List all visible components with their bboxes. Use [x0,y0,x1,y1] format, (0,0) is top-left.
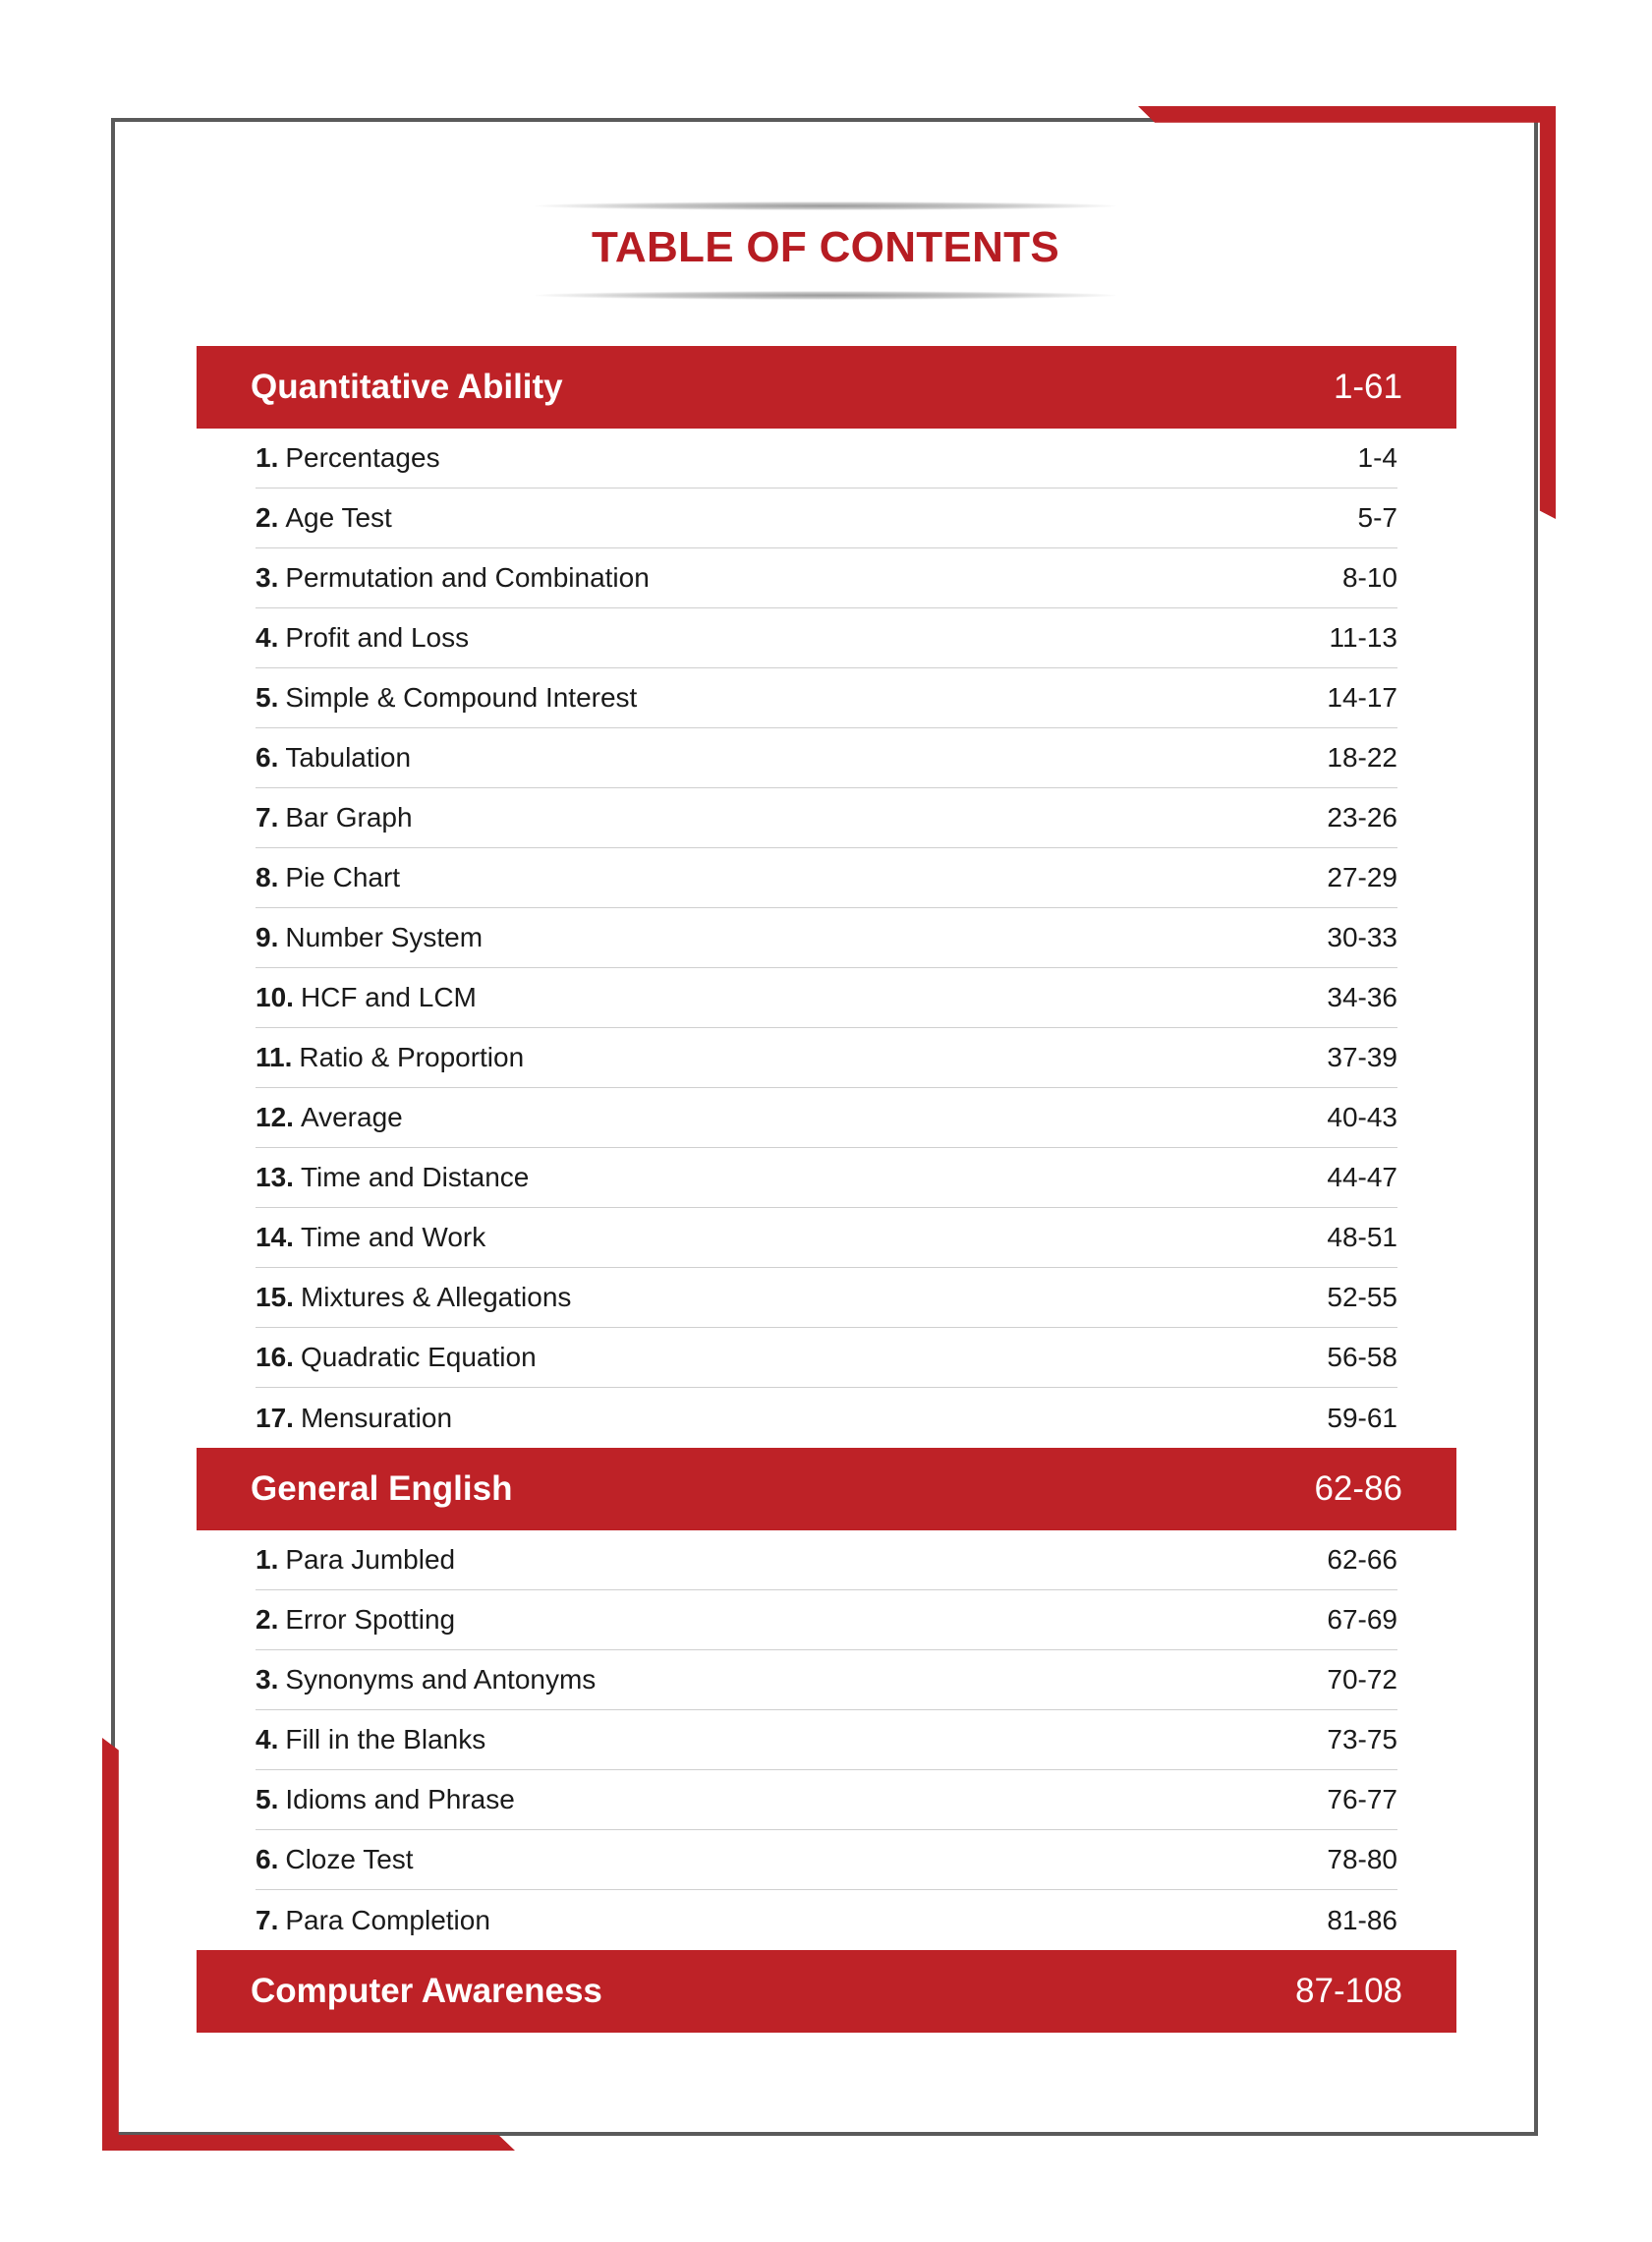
toc-item-number: 6. [256,1844,279,1874]
toc-item[interactable] [256,848,1397,908]
toc-item-label: Simple & Compound Interest [285,682,638,713]
toc-item[interactable] [256,1830,1397,1890]
toc-item-number: 4. [256,622,279,653]
toc-item-text [256,1784,515,1815]
toc-item-text [256,1342,537,1373]
toc-item-pages: 11-13 [1329,622,1397,653]
toc-item-label: Para Jumbled [285,1544,456,1575]
section-pages: 1-61 [1333,368,1402,406]
toc-item-text [256,1604,455,1636]
section-header[interactable] [197,346,1456,429]
toc-item-label: Ratio & Proportion [299,1042,525,1072]
toc-item-label: Time and Distance [300,1162,530,1192]
toc-item-text [256,562,650,594]
toc-item-number: 10. [256,982,294,1012]
toc-item-label: Mixtures & Allegations [300,1282,572,1312]
toc-item-pages: 78-80 [1327,1844,1397,1874]
toc-item-pages: 34-36 [1327,982,1397,1012]
toc-item[interactable] [256,1028,1397,1088]
toc-item-label: Permutation and Combination [285,562,650,593]
toc-item[interactable] [256,728,1397,788]
toc-item[interactable] [256,1890,1397,1950]
toc-item-label: Mensuration [300,1402,453,1433]
toc-item[interactable] [256,1268,1397,1328]
toc-item-text [256,1102,403,1133]
toc-item-text [256,1282,571,1313]
toc-item-pages: 37-39 [1327,1042,1397,1072]
toc-item[interactable] [256,489,1397,548]
toc-item-label: Profit and Loss [285,622,470,653]
toc-item[interactable] [256,788,1397,848]
toc-item-number: 6. [256,742,279,773]
toc-item-label: Pie Chart [285,862,401,892]
toc-item-label: Idioms and Phrase [285,1784,515,1814]
toc-item-number: 5. [256,682,279,713]
toc-item-pages: 27-29 [1327,862,1397,892]
toc-section [197,1448,1456,1950]
title-divider-bottom [536,291,1115,300]
toc-item-number: 3. [256,562,279,593]
toc-item-pages: 70-72 [1327,1664,1397,1695]
toc-item[interactable] [256,1710,1397,1770]
toc-item-label: Bar Graph [285,802,413,833]
section-title: Computer Awareness [251,1972,602,2010]
toc-item-text [256,742,411,774]
section-items [197,1530,1456,1950]
toc-item-pages: 59-61 [1327,1402,1397,1433]
toc-item-text [256,1905,490,1936]
toc-item-label: Synonyms and Antonyms [285,1664,597,1695]
toc-item-number: 17. [256,1402,294,1433]
toc-item-label: Time and Work [300,1222,486,1252]
toc-item-label: Cloze Test [285,1844,414,1874]
toc-item-text [256,802,413,834]
section-items [197,429,1456,1448]
toc-item[interactable] [256,1650,1397,1710]
toc-item-label: Tabulation [285,742,412,773]
toc-item-pages: 23-26 [1327,802,1397,833]
toc-item-text [256,922,483,953]
toc-item-pages: 76-77 [1327,1784,1397,1814]
toc-item-text [256,982,477,1013]
toc-item-pages: 14-17 [1327,682,1397,713]
toc-item-number: 11. [256,1042,293,1072]
toc-item-number: 9. [256,922,279,952]
toc-item[interactable] [256,908,1397,968]
page-title: TABLE OF CONTENTS [591,223,1060,271]
toc-item-pages: 62-66 [1327,1544,1397,1575]
toc-item-number: 2. [256,1604,279,1635]
toc-item-number: 8. [256,862,279,892]
toc-item-pages: 73-75 [1327,1724,1397,1754]
toc-section [197,1950,1456,2033]
toc-item-pages: 30-33 [1327,922,1397,952]
toc-item-text [256,1544,455,1576]
toc-item-number: 14. [256,1222,294,1252]
toc-item-pages: 67-69 [1327,1604,1397,1635]
toc-item-number: 5. [256,1784,279,1814]
toc-item-text [256,862,400,893]
toc-item-text [256,1222,485,1253]
toc-item-label: Age Test [285,502,392,533]
toc-item[interactable] [256,968,1397,1028]
toc-item[interactable] [256,548,1397,608]
section-header[interactable] [197,1950,1456,2033]
toc-item-text [256,442,440,474]
toc-section [197,346,1456,1448]
toc-item[interactable] [256,1148,1397,1208]
toc-item-text [256,1664,596,1696]
toc-item-pages: 44-47 [1327,1162,1397,1192]
toc-item-text [256,1724,485,1755]
toc-item-pages: 52-55 [1327,1282,1397,1312]
toc-item[interactable] [256,1388,1397,1448]
toc-item[interactable] [256,608,1397,668]
toc-item-number: 12. [256,1102,294,1132]
section-header[interactable] [197,1448,1456,1530]
toc-item-text [256,502,392,534]
toc-item-number: 3. [256,1664,279,1695]
toc-item-label: Average [300,1102,403,1132]
toc-item-label: Percentages [285,442,440,473]
section-pages: 62-86 [1314,1469,1402,1508]
title-banner [536,201,1115,300]
toc-item-text [256,622,469,654]
toc-item[interactable] [256,1530,1397,1590]
toc-item-text [256,682,637,714]
toc-item-number: 1. [256,442,279,473]
toc-item-pages: 56-58 [1327,1342,1397,1372]
toc-item[interactable] [256,1208,1397,1268]
section-title: General English [251,1469,513,1508]
toc-item-pages: 81-86 [1327,1904,1397,1935]
toc-item-label: Para Completion [285,1904,490,1935]
toc-item-pages: 48-51 [1327,1222,1397,1252]
toc-item-label: Fill in the Blanks [285,1724,486,1754]
title-divider-top [536,201,1115,210]
toc-item-number: 13. [256,1162,294,1192]
toc-item[interactable] [256,1590,1397,1650]
toc-item-label: HCF and LCM [300,982,477,1012]
toc-item-number: 16. [256,1342,294,1372]
toc-item[interactable] [256,1088,1397,1148]
toc-item-pages: 1-4 [1357,442,1397,473]
section-title: Quantitative Ability [251,368,563,406]
toc-item-label: Number System [285,922,484,952]
toc-list [197,346,1456,2033]
section-pages: 87-108 [1295,1972,1402,2010]
toc-item-number: 2. [256,502,279,533]
toc-item[interactable] [256,1328,1397,1388]
toc-item[interactable] [256,1770,1397,1830]
toc-item-pages: 5-7 [1357,502,1397,533]
toc-item-number: 7. [256,1904,279,1935]
toc-item-text [256,1844,414,1875]
toc-item-text [256,1403,452,1434]
toc-item[interactable] [256,668,1397,728]
toc-item-pages: 8-10 [1341,562,1397,593]
toc-item-text [256,1162,529,1193]
toc-item-label: Quadratic Equation [300,1342,537,1372]
toc-item-pages: 18-22 [1327,742,1397,773]
toc-item-number: 4. [256,1724,279,1754]
toc-item[interactable] [256,429,1397,489]
toc-item-number: 1. [256,1544,279,1575]
toc-item-pages: 40-43 [1327,1102,1397,1132]
toc-item-label: Error Spotting [285,1604,456,1635]
toc-item-text [256,1042,524,1073]
toc-item-number: 15. [256,1282,294,1312]
toc-item-number: 7. [256,802,279,833]
